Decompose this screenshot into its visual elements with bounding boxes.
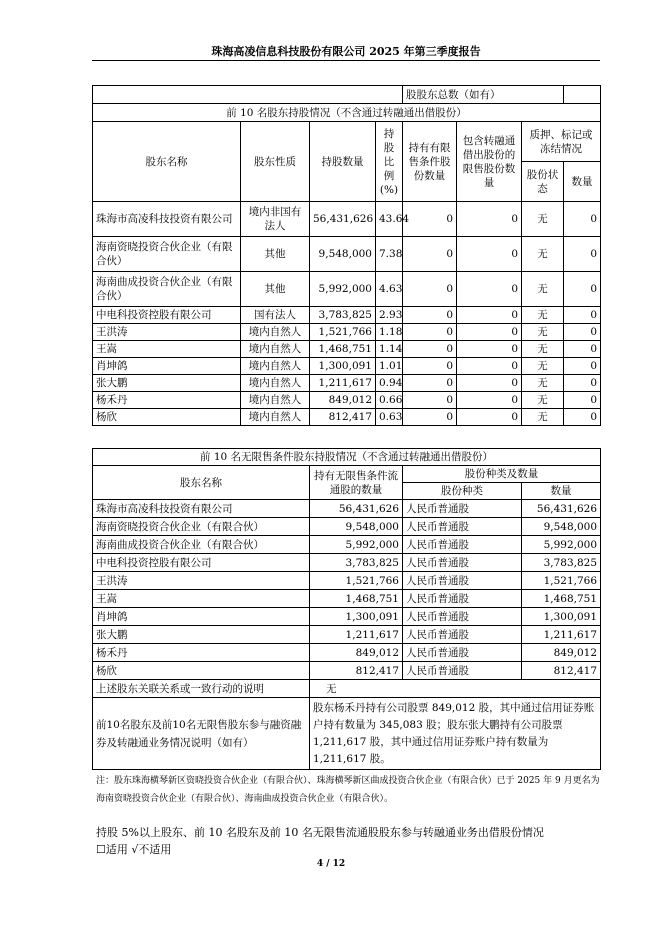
applicability-line: ☐适用 √不适用 [96, 843, 172, 856]
pledge-qty: 0 [564, 272, 601, 307]
top10-section-title: 前 10 名股东持股情况（不含通过转融通出借股份） [93, 104, 601, 122]
shareholding-ratio: 0.66 [376, 392, 403, 409]
shareholding-ratio: 43.64 [376, 202, 403, 237]
share-type: 人民币普通股 [403, 608, 522, 626]
shareholding-qty: 1,300,091 [310, 358, 376, 375]
table-row [93, 554, 601, 572]
lent-restricted-qty: 0 [457, 409, 522, 426]
pledge-qty: 0 [564, 409, 601, 426]
shareholder-name: 肖坤鸽 [93, 358, 241, 375]
table-row [93, 375, 601, 392]
pledge-qty: 0 [564, 375, 601, 392]
col-header-pledge-qty: 数量 [564, 162, 601, 202]
shareholding-ratio: 7.38 [376, 237, 403, 272]
pledge-qty: 0 [564, 202, 601, 237]
shareholder-name: 王嵩 [93, 590, 310, 608]
shareholder-nature: 境内自然人 [241, 358, 310, 375]
share-type-qty: 812,417 [522, 662, 601, 680]
shareholder-name: 王嵩 [93, 341, 241, 358]
relation-label: 上述股东关联关系或一致行动的说明 [93, 680, 310, 698]
page-header: 珠海高凌信息科技股份有限公司 2025 年第三季度报告 [211, 45, 481, 58]
shareholder-nature: 其他 [241, 237, 310, 272]
col-header-type-group: 股份种类及数量 [403, 466, 601, 483]
shareholding-ratio: 4.63 [376, 272, 403, 307]
shareholding-ratio: 1.14 [376, 341, 403, 358]
lending-paragraph [96, 824, 600, 858]
unrestricted-qty: 9,548,000 [310, 518, 403, 536]
share-type: 人民币普通股 [403, 644, 522, 662]
share-type-qty: 5,992,000 [522, 536, 601, 554]
shareholding-ratio: 1.18 [376, 324, 403, 341]
unrestricted-qty: 849,012 [310, 644, 403, 662]
unrestricted-qty: 5,992,000 [310, 536, 403, 554]
unrestricted-qty: 56,431,626 [310, 500, 403, 518]
lent-restricted-qty: 0 [457, 272, 522, 307]
shareholder-name: 海南曲成投资合伙企业（有限合伙） [93, 536, 310, 554]
table-row [93, 392, 601, 409]
shareholder-nature: 境内自然人 [241, 324, 310, 341]
shareholding-qty: 56,431,626 [310, 202, 376, 237]
table-row [93, 572, 601, 590]
footnote: 注：股东珠海横琴新区资晓投资合伙企业（有限合伙）、珠海横琴新区曲成投资合伙企业（有限合伙）已于 2025 年 9 月更名为海南资晓投资合伙企业（有限合伙）、海南曲成投资合伙企业（有限合伙）。 [96, 776, 600, 804]
shareholder-nature: 境内自然人 [241, 392, 310, 409]
col-header-lent: 包含转融通借出股份的限售股份数量 [457, 122, 522, 202]
unrestricted-qty: 812,417 [310, 662, 403, 680]
shareholding-qty: 812,417 [310, 409, 376, 426]
shareholding-ratio: 1.01 [376, 358, 403, 375]
unrestricted-section-title: 前 10 名无限售条件股东持股情况（不含通过转融通出借股份） [93, 449, 601, 466]
pledge-qty: 0 [564, 307, 601, 324]
table-row [93, 324, 601, 341]
table-row [93, 644, 601, 662]
table-row [93, 307, 601, 324]
shareholder-name: 杨欣 [93, 409, 241, 426]
col-header-nature: 股东性质 [241, 122, 310, 202]
pledge-status: 无 [522, 237, 564, 272]
unrestricted-qty: 1,211,617 [310, 626, 403, 644]
col-header-pledge: 质押、标记或冻结情况 [522, 122, 601, 162]
share-type: 人民币普通股 [403, 626, 522, 644]
pledge-status: 无 [522, 324, 564, 341]
top-row [93, 86, 601, 104]
table-row [93, 202, 601, 237]
shareholder-name: 中电科投资控股有限公司 [93, 554, 310, 572]
shareholder-name: 珠海市高凌科技投资有限公司 [93, 202, 241, 237]
restricted-qty: 0 [403, 375, 457, 392]
shareholder-nature: 国有法人 [241, 307, 310, 324]
shareholder-name: 杨欣 [93, 662, 310, 680]
share-type-qty: 849,012 [522, 644, 601, 662]
pledge-status: 无 [522, 341, 564, 358]
shareholder-nature: 境内自然人 [241, 341, 310, 358]
pledge-qty: 0 [564, 341, 601, 358]
pledge-status: 无 [522, 307, 564, 324]
shareholder-name: 王洪涛 [93, 324, 241, 341]
col-header-ratio: 持股比例(%) [376, 122, 403, 202]
table-row [93, 626, 601, 644]
table-row [93, 590, 601, 608]
shareholder-name: 肖坤鸽 [93, 608, 310, 626]
col-header-type: 股份种类 [403, 483, 522, 500]
table-row [93, 358, 601, 375]
lent-restricted-qty: 0 [457, 358, 522, 375]
share-type-qty: 1,468,751 [522, 590, 601, 608]
pledge-status: 无 [522, 392, 564, 409]
shareholder-count-label: 股股东总数（如有） [403, 86, 564, 104]
shareholder-name: 海南曲成投资合伙企业（有限合伙） [93, 272, 241, 307]
col-header-qty: 持股数量 [310, 122, 376, 202]
shareholding-ratio: 0.94 [376, 375, 403, 392]
shareholding-qty: 9,548,000 [310, 237, 376, 272]
shareholder-name: 中电科投资控股有限公司 [93, 307, 241, 324]
pledge-qty: 0 [564, 324, 601, 341]
restricted-qty: 0 [403, 341, 457, 358]
table-row [93, 518, 601, 536]
unrestricted-qty: 1,521,766 [310, 572, 403, 590]
share-type: 人民币普通股 [403, 572, 522, 590]
pledge-qty: 0 [564, 237, 601, 272]
share-type-qty: 1,211,617 [522, 626, 601, 644]
shareholding-ratio: 2.93 [376, 307, 403, 324]
lent-restricted-qty: 0 [457, 307, 522, 324]
share-type: 人民币普通股 [403, 518, 522, 536]
share-type: 人民币普通股 [403, 554, 522, 572]
unrestricted-qty: 1,300,091 [310, 608, 403, 626]
pledge-status: 无 [522, 272, 564, 307]
share-type: 人民币普通股 [403, 536, 522, 554]
table-row [93, 662, 601, 680]
lent-restricted-qty: 0 [457, 202, 522, 237]
shareholder-nature: 其他 [241, 272, 310, 307]
restricted-qty: 0 [403, 202, 457, 237]
unrestricted-shareholders-table [92, 448, 601, 770]
table-row [93, 272, 601, 307]
share-type: 人民币普通股 [403, 590, 522, 608]
shareholder-nature: 境内自然人 [241, 375, 310, 392]
col-header-pledge-status: 股份状态 [522, 162, 564, 202]
col-header-name: 股东名称 [93, 122, 241, 202]
table-row [93, 500, 601, 518]
restricted-qty: 0 [403, 409, 457, 426]
restricted-qty: 0 [403, 272, 457, 307]
margin-label: 前10名股东及前10名无限售股东参与融资融券及转融通业务情况说明（如有） [93, 698, 310, 770]
shareholder-nature: 境内非国有法人 [241, 202, 310, 237]
lent-restricted-qty: 0 [457, 341, 522, 358]
shareholding-qty: 1,468,751 [310, 341, 376, 358]
pledge-status: 无 [522, 202, 564, 237]
restricted-qty: 0 [403, 307, 457, 324]
shareholder-name: 杨禾丹 [93, 392, 241, 409]
shareholding-qty: 3,783,825 [310, 307, 376, 324]
shareholding-qty: 849,012 [310, 392, 376, 409]
lent-restricted-qty: 0 [457, 375, 522, 392]
share-type: 人民币普通股 [403, 500, 522, 518]
col-header-name: 股东名称 [93, 466, 310, 500]
pledge-status: 无 [522, 409, 564, 426]
relation-value: 无 [310, 680, 601, 698]
shareholder-name: 王洪涛 [93, 572, 310, 590]
top10-shareholders-table [92, 85, 601, 426]
pledge-status: 无 [522, 358, 564, 375]
unrestricted-qty: 1,468,751 [310, 590, 403, 608]
shareholder-name: 珠海市高凌科技投资有限公司 [93, 500, 310, 518]
restricted-qty: 0 [403, 392, 457, 409]
table-row [93, 536, 601, 554]
pledge-qty: 0 [564, 358, 601, 375]
lent-restricted-qty: 0 [457, 392, 522, 409]
shareholding-qty: 1,211,617 [310, 375, 376, 392]
page-number: 4 / 12 [316, 859, 346, 869]
table-row [93, 608, 601, 626]
share-type-qty: 9,548,000 [522, 518, 601, 536]
shareholder-name: 杨禾丹 [93, 644, 310, 662]
share-type-qty: 1,300,091 [522, 608, 601, 626]
share-type-qty: 3,783,825 [522, 554, 601, 572]
col-header-restricted: 持有有限售条件股份数量 [403, 122, 457, 202]
lending-line: 持股 5%以上股东、前 10 名股东及前 10 名无限售流通股股东参与转融通业务出借股份情况 [96, 826, 544, 839]
table-row [93, 237, 601, 272]
share-type-qty: 56,431,626 [522, 500, 601, 518]
pledge-status: 无 [522, 375, 564, 392]
col-header-unrestricted-qty: 持有无限售条件流通股的数量 [310, 466, 403, 500]
lent-restricted-qty: 0 [457, 324, 522, 341]
col-header-type-qty: 数量 [522, 483, 601, 500]
shareholder-name: 海南资晓投资合伙企业（有限合伙） [93, 518, 310, 536]
shareholder-name: 张大鹏 [93, 375, 241, 392]
margin-value: 股东杨禾丹持有公司股票 849,012 股，其中通过信用证券账户持有数量为 345,083 股；股东张大鹏持有公司股票 1,211,617 股，其中通过信用证券账户持有数量为 1,211,617 股。 [310, 698, 601, 770]
shareholder-name: 张大鹏 [93, 626, 310, 644]
restricted-qty: 0 [403, 237, 457, 272]
shareholder-name: 海南资晓投资合伙企业（有限合伙） [93, 237, 241, 272]
share-type: 人民币普通股 [403, 662, 522, 680]
restricted-qty: 0 [403, 358, 457, 375]
shareholding-qty: 5,992,000 [310, 272, 376, 307]
unrestricted-qty: 3,783,825 [310, 554, 403, 572]
share-type-qty: 1,521,766 [522, 572, 601, 590]
lent-restricted-qty: 0 [457, 237, 522, 272]
restricted-qty: 0 [403, 324, 457, 341]
shareholder-nature: 境内自然人 [241, 409, 310, 426]
header-rule [92, 60, 600, 61]
table-row [93, 409, 601, 426]
table-row [93, 341, 601, 358]
shareholding-ratio: 0.63 [376, 409, 403, 426]
shareholding-qty: 1,521,766 [310, 324, 376, 341]
pledge-qty: 0 [564, 392, 601, 409]
